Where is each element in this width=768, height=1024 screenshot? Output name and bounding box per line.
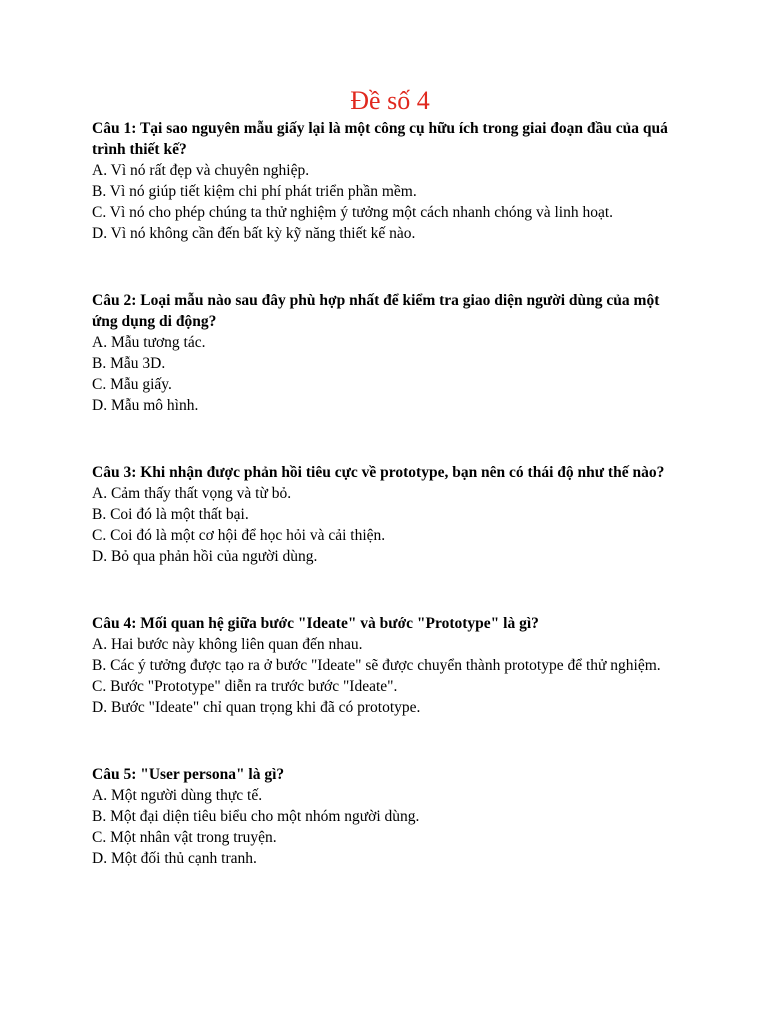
answer-option-a: A. Vì nó rất đẹp và chuyên nghiệp. <box>92 162 310 179</box>
answer-option-d: D. Mẫu mô hình. <box>92 397 199 414</box>
question-3 <box>92 462 688 567</box>
question-1 <box>92 118 688 244</box>
answer-option-d: D. Vì nó không cần đến bất kỳ kỹ năng thiết kế nào. <box>92 225 416 242</box>
question-text: Câu 3: Khi nhận được phản hồi tiêu cực về prototype, bạn nên có thái độ như thế nào? <box>92 464 665 481</box>
question-5 <box>92 764 688 869</box>
question-4 <box>92 613 688 718</box>
answer-option-a: A. Hai bước này không liên quan đến nhau. <box>92 636 363 653</box>
answer-option-a: A. Mẫu tương tác. <box>92 334 206 351</box>
answer-option-c: C. Vì nó cho phép chúng ta thử nghiệm ý tưởng một cách nhanh chóng và linh hoạt. <box>92 204 614 221</box>
answer-option-a: A. Một người dùng thực tế. <box>92 787 263 804</box>
answer-option-b: B. Mẫu 3D. <box>92 355 166 372</box>
answer-option-a: A. Cảm thấy thất vọng và từ bỏ. <box>92 485 292 502</box>
question-text: Câu 5: "User persona" là gì? <box>92 766 285 783</box>
answer-option-b: B. Các ý tưởng được tạo ra ở bước "Ideate" sẽ được chuyển thành prototype để thử nghiệm. <box>92 657 661 674</box>
answer-option-c: C. Coi đó là một cơ hội để học hỏi và cải thiện. <box>92 527 386 544</box>
question-text: Câu 4: Mối quan hệ giữa bước "Ideate" và bước "Prototype" là gì? <box>92 615 539 632</box>
answer-option-b: B. Một đại diện tiêu biểu cho một nhóm người dùng. <box>92 808 420 825</box>
document-title: Đề số 4 <box>350 86 430 115</box>
question-text: Câu 1: Tại sao nguyên mẫu giấy lại là một công cụ hữu ích trong giai đoạn đầu của quá trình thiết kế? <box>92 120 668 158</box>
question-text: Câu 2: Loại mẫu nào sau đây phù hợp nhất để kiểm tra giao diện người dùng của một ứng dụng di động? <box>92 292 660 330</box>
answer-option-b: B. Vì nó giúp tiết kiệm chi phí phát triển phần mềm. <box>92 183 417 200</box>
answer-option-c: C. Mẫu giấy. <box>92 376 172 393</box>
answer-option-d: D. Bỏ qua phản hồi của người dùng. <box>92 548 318 565</box>
answer-option-d: D. Một đối thủ cạnh tranh. <box>92 850 257 867</box>
answer-option-c: C. Bước "Prototype" diễn ra trước bước "Ideate". <box>92 678 398 695</box>
answer-option-d: D. Bước "Ideate" chỉ quan trọng khi đã có prototype. <box>92 699 421 716</box>
answer-option-b: B. Coi đó là một thất bại. <box>92 506 249 523</box>
answer-option-c: C. Một nhân vật trong truyện. <box>92 829 277 846</box>
question-2 <box>92 290 688 416</box>
